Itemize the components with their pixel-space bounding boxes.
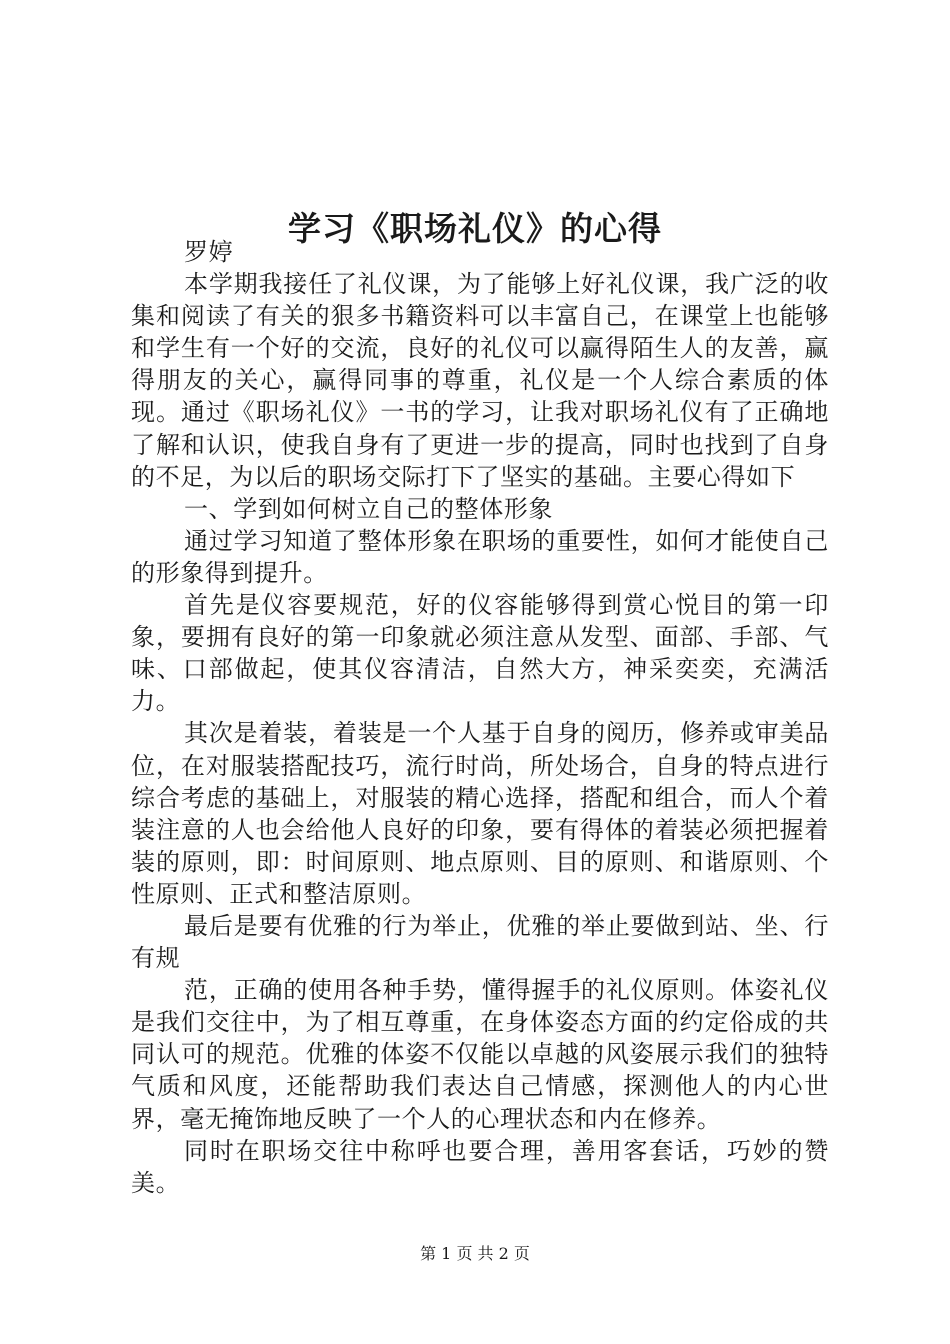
paragraph-overview: 通过学习知道了整体形象在职场的重要性，如何才能使自己的形象得到提升。: [131, 526, 829, 587]
section-heading: 一、学到如何树立自己的整体形象: [184, 494, 553, 523]
document-title: 学习《职场礼仪》的心得: [288, 209, 662, 249]
paragraph-attire: 其次是着装，着装是一个人基于自身的阅历，修养或审美品位，在对服装搭配技巧，流行时尚，所处场合，自身的特点进行综合考虑的基础上，对服装的精心选择，搭配和组合，而人个着装注意的人也会给他人良好的印象，要有得体的着装必须把握着装的原则，即：时间原则、地点原则、目的原则、和谐原则、个性原则、正式和整洁原则。: [131, 719, 829, 908]
page-footer: 第 1 页 共 2 页: [420, 1244, 530, 1263]
author-name: 罗婷: [184, 238, 234, 266]
paragraph-intro: 本学期我接任了礼仪课，为了能够上好礼仪课，我广泛的收集和阅读了有关的狠多书籍资料可以丰富自己，在课堂上也能够和学生有一个好的交流，良好的礼仪可以赢得陌生人的友善，赢得朋友的关心，赢得同事的尊重，礼仪是一个人综合素质的体现。通过《职场礼仪》一书的学习，让我对职场礼仪有了正确地了解和认识，使我自身有了更进一步的提高，同时也找到了自身的不足，为以后的职场交际打下了坚实的基础。主要心得如下: [131, 270, 829, 491]
paragraph-appearance: 首先是仪容要规范，好的仪容能够得到赏心悦目的第一印象，要拥有良好的第一印象就必须注意从发型、面部、手部、气味、口部做起，使其仪容清洁，自然大方，神采奕奕，充满活力。: [131, 591, 829, 716]
paragraph-posture: 范，正确的使用各种手势，懂得握手的礼仪原则。体姿礼仪是我们交往中，为了相互尊重，在身体姿态方面的约定俗成的共同认可的规范。优雅的体姿不仅能以卓越的风姿展示我们的独特气质和风度，还能帮助我们表达自己情感，探测他人的内心世界，毫无掩饰地反映了一个人的心理状态和内在修养。: [131, 976, 829, 1133]
document-body: [131, 236, 829, 1199]
paragraph-behavior: 最后是要有优雅的行为举止，优雅的举止要做到站、坐、行有规: [131, 911, 829, 973]
paragraph-address: 同时在职场交往中称呼也要合理，善用客套话，巧妙的赞美。: [131, 1136, 829, 1197]
